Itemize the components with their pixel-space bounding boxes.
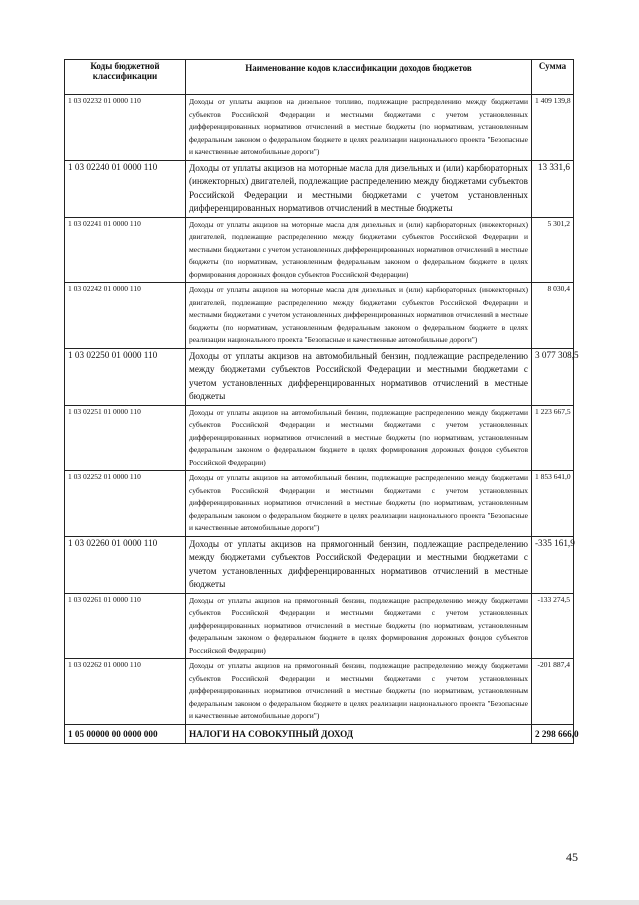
row-sum: 1 223 667,5 [532,405,574,471]
page-number: 45 [566,850,578,864]
row-code: 1 03 02260 01 0000 110 [65,536,186,593]
page-bottom-edge [0,900,639,905]
row-code: 1 03 02240 01 0000 110 [65,160,186,217]
row-code: 1 03 02261 01 0000 110 [65,593,186,659]
row-name: НАЛОГИ НА СОВОКУПНЫЙ ДОХОД [186,724,532,744]
table-row [65,405,574,471]
table-row [65,348,574,405]
row-sum: 13 331,6 [532,160,574,217]
table-row [65,659,574,725]
row-sum: 5 301,2 [532,217,574,283]
row-sum: -335 161,9 [532,536,574,593]
row-code: 1 03 02252 01 0000 110 [65,471,186,537]
row-name: Доходы от уплаты акцизов на прямогонный бензин, подлежащие распределению между бюджетами субъектов Российской Федерации и местными бюджетами с учетом установленных дифференцированных нормативов отчислений в местные бюджеты (по нормативам, установленным федеральным законом о федеральном бюджете в целях реализации национального проекта "Безопасные и качественные автомобильные дороги") [186,659,532,725]
row-sum: 2 298 666,0 [532,724,574,744]
row-name: Доходы от уплаты акцизов на автомобильный бензин, подлежащие распределению между бюджетами субъектов Российской Федерации и местными бюджетами с учетом установленных дифференцированных нормативов отчислений в местные бюджеты (по нормативам, установленным федеральным законом о федеральном бюджете в целях формирования дорожных фондов субъектов Российской Федерации) [186,405,532,471]
row-name: Доходы от уплаты акцизов на моторные масла для дизельных и (или) карбюраторных (инжекторных) двигателей, подлежащие распределению между бюджетами субъектов Российской Федерации и местными бюджетами с учетом установленных дифференцированных нормативов отчислений в местные бюджеты [186,160,532,217]
row-name: Доходы от уплаты акцизов на дизельное топливо, подлежащие распределению между бюджетами субъектов Российской Федерации и местными бюджетами с учетом установленных дифференцированных нормативов отчислений в местные бюджеты (по нормативам, установленным федеральным законом о федеральном бюджете в целях реализации национального проекта "Безопасные и качественные автомобильные дороги") [186,95,532,161]
row-sum: -201 887,4 [532,659,574,725]
table-row-total [65,724,574,744]
row-code: 1 03 02250 01 0000 110 [65,348,186,405]
table-row [65,283,574,349]
row-code: 1 03 02251 01 0000 110 [65,405,186,471]
row-name: Доходы от уплаты акцизов на моторные масла для дизельных и (или) карбюраторных (инжекторных) двигателей, подлежащие распределению между бюджетами субъектов Российской Федерации и местными бюджетами с учетом установленных дифференцированных нормативов отчислений в местные бюджеты (по нормативам, установленным федеральным законом о федеральном бюджете в целях формирования дорожных фондов субъектов Российской Федерации) [186,217,532,283]
row-name: Доходы от уплаты акцизов на автомобильный бензин, подлежащие распределению между бюджетами субъектов Российской Федерации и местными бюджетами с учетом установленных дифференцированных нормативов отчислений в местные бюджеты (по нормативам, установленным федеральным законом о федеральном бюджете в целях реализации национального проекта "Безопасные и качественные автомобильные дороги") [186,471,532,537]
table-row [65,536,574,593]
table-row [65,593,574,659]
table-row [65,160,574,217]
header-sum: Сумма [532,60,574,95]
row-sum: 1 409 139,8 [532,95,574,161]
row-name: Доходы от уплаты акцизов на моторные масла для дизельных и (или) карбюраторных (инжекторных) двигателей, подлежащие распределению между бюджетами субъектов Российской Федерации и местными бюджетами с учетом установленных дифференцированных нормативов отчислений в местные бюджеты (по нормативам, установленным федеральным законом о федеральном бюджете в целях реализации национального проекта "Безопасные и качественные автомобильные дороги") [186,283,532,349]
row-sum: -133 274,5 [532,593,574,659]
row-sum: 1 853 641,0 [532,471,574,537]
table-header-row [65,60,574,95]
header-name: Наименование кодов классификации доходов бюджетов [186,60,532,95]
row-name: Доходы от уплаты акцизов на автомобильный бензин, подлежащие распределению между бюджетами субъектов Российской Федерации и местными бюджетами с учетом установленных дифференцированных нормативов отчислений в местные бюджеты [186,348,532,405]
row-code: 1 03 02241 01 0000 110 [65,217,186,283]
table-row [65,217,574,283]
table-row [65,95,574,161]
row-sum: 3 077 308,5 [532,348,574,405]
row-code: 1 05 00000 00 0000 000 [65,724,186,744]
row-code: 1 03 02262 01 0000 110 [65,659,186,725]
row-sum: 8 030,4 [532,283,574,349]
revenue-classification-table [64,59,579,744]
header-codes: Коды бюджетной классификации [65,60,186,95]
table-row [65,471,574,537]
row-code: 1 03 02232 01 0000 110 [65,95,186,161]
row-name: Доходы от уплаты акцизов на прямогонный бензин, подлежащие распределению между бюджетами субъектов Российской Федерации и местными бюджетами с учетом установленных дифференцированных нормативов отчислений в местные бюджеты (по нормативам, установленным федеральным законом о федеральном бюджете в целях формирования дорожных фондов субъектов Российской Федерации) [186,593,532,659]
row-name: Доходы от уплаты акцизов на прямогонный бензин, подлежащие распределению между бюджетами субъектов Российской Федерации и местными бюджетами с учетом установленных дифференцированных нормативов отчислений в местные бюджеты [186,536,532,593]
row-code: 1 03 02242 01 0000 110 [65,283,186,349]
